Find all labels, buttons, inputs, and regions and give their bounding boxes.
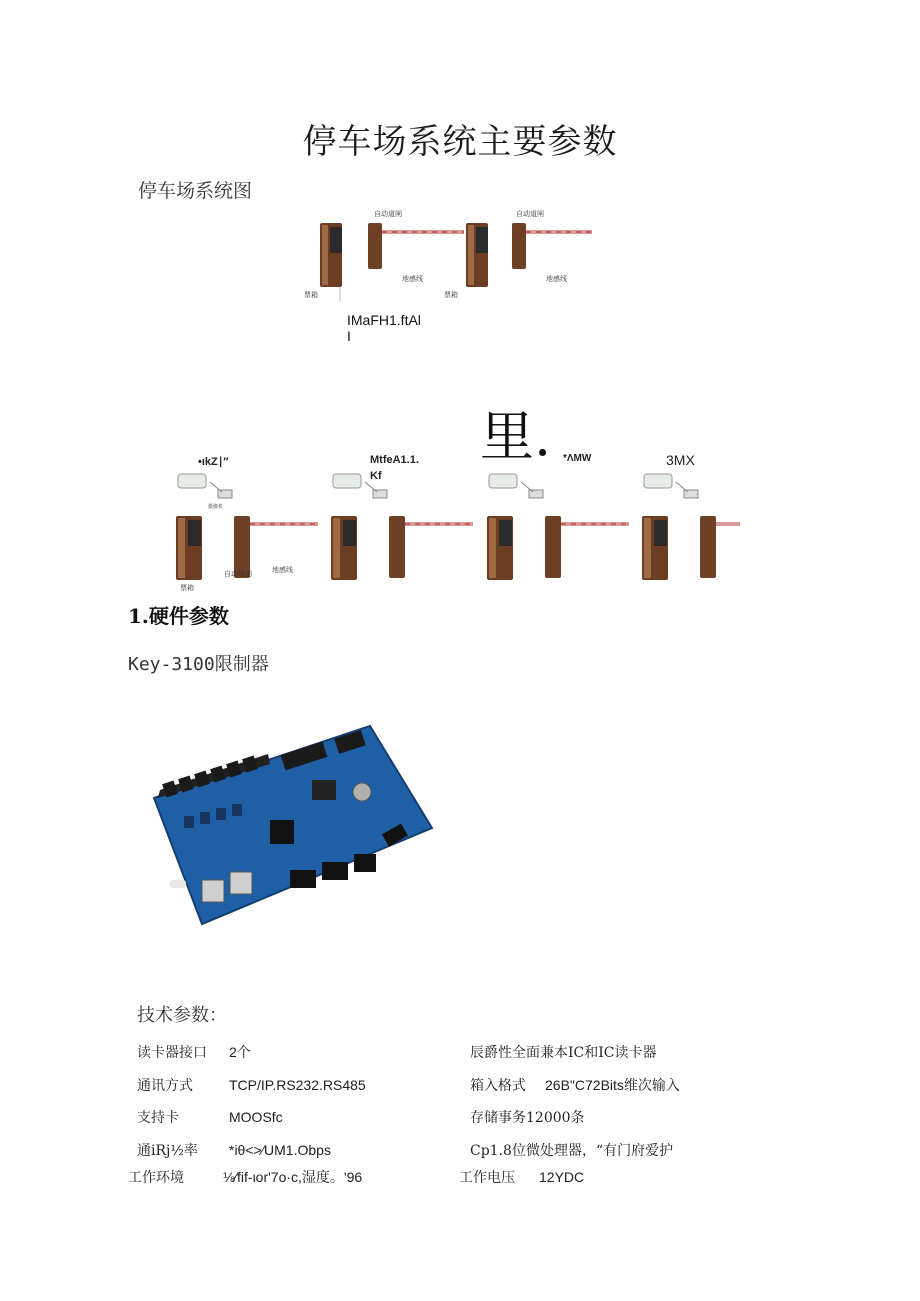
lane-1: [176, 474, 318, 580]
ocr-line: I: [347, 328, 351, 344]
box-label: 票箱: [304, 291, 318, 299]
diagram-caption: 停车场系统图: [138, 180, 253, 202]
param-row: [137, 1042, 251, 1062]
loop-label: 地感线: [272, 566, 293, 574]
gate-label: 自动道闸: [374, 210, 402, 218]
parking-system-diagram-1: [300, 205, 600, 305]
param-row: [459, 1167, 584, 1187]
param-key: 读卡器接口: [137, 1045, 207, 1061]
diagram-ocr-text: [347, 312, 421, 344]
diagram2-label: *ΛMW: [563, 453, 592, 464]
param-row: [137, 1140, 331, 1160]
param-row: [137, 1075, 366, 1095]
loop-label: 地感线: [402, 275, 423, 283]
param-key: 工作环境: [128, 1170, 184, 1186]
box-label: 票箱: [444, 291, 458, 299]
param-key: 通讯方式: [137, 1078, 193, 1094]
param-key: 支持卡: [137, 1110, 179, 1126]
big-character: 里.: [480, 405, 552, 468]
param-key: Cp1.8位微处理器，“有门府爱护: [470, 1143, 674, 1159]
param-key: 辰爵性全面兼本IC和IC读卡器: [470, 1045, 657, 1061]
section-heading: 1.硬件参数: [128, 604, 229, 628]
param-row: [470, 1140, 673, 1160]
diagram2-label: •ιkZ∣″: [198, 456, 229, 468]
param-value: 12YDC: [539, 1169, 585, 1185]
gate-label: 自动道闸: [224, 570, 252, 578]
param-key: 存储事务12000条: [470, 1110, 585, 1126]
param-row: [470, 1107, 585, 1127]
lane-4: [642, 474, 740, 580]
param-value: ⅛∕fif-ιor'7o·c,湿度。'96: [223, 1169, 363, 1185]
loop-label: 地感线: [546, 275, 567, 283]
param-value: *iθ<>∕UM1.Obps: [229, 1142, 331, 1158]
param-value: TCP/IP.RS232.RS485: [229, 1077, 366, 1093]
lane-2: [331, 474, 473, 580]
parking-system-diagram-2: [160, 468, 740, 594]
param-key: 通iRj½率: [137, 1143, 198, 1159]
param-row: [137, 1107, 283, 1127]
diagram2-label: 3MX: [666, 452, 695, 468]
barrier-gate-1: [368, 223, 382, 269]
ocr-line: IMaFH1.ftAl: [347, 312, 421, 328]
controller-board-image: [140, 720, 440, 940]
gate-label: 自动道闸: [516, 210, 544, 218]
param-key: 箱入格式: [470, 1078, 526, 1094]
diagram2-label: Kf: [370, 470, 382, 482]
device-name: Key-3100限制器: [128, 654, 269, 675]
diagram2-label: MtfeA1.1.: [370, 454, 419, 466]
param-value: 2个: [229, 1044, 251, 1060]
lane-3: [487, 474, 629, 580]
box-label: 票箱: [180, 584, 194, 592]
camera-label: 摄像机: [208, 504, 224, 510]
param-value: MOOSfc: [229, 1109, 283, 1125]
param-value: 26B"C72Bits维次输入: [545, 1077, 680, 1093]
param-row: [470, 1075, 680, 1095]
param-row: [470, 1042, 656, 1062]
param-key: 工作电压: [459, 1170, 515, 1186]
barrier-gate-2: [512, 223, 526, 269]
page-title: 停车场系统主要参数: [302, 122, 618, 162]
param-row: [128, 1167, 362, 1187]
tech-params-heading: 技术参数：: [137, 1005, 227, 1026]
